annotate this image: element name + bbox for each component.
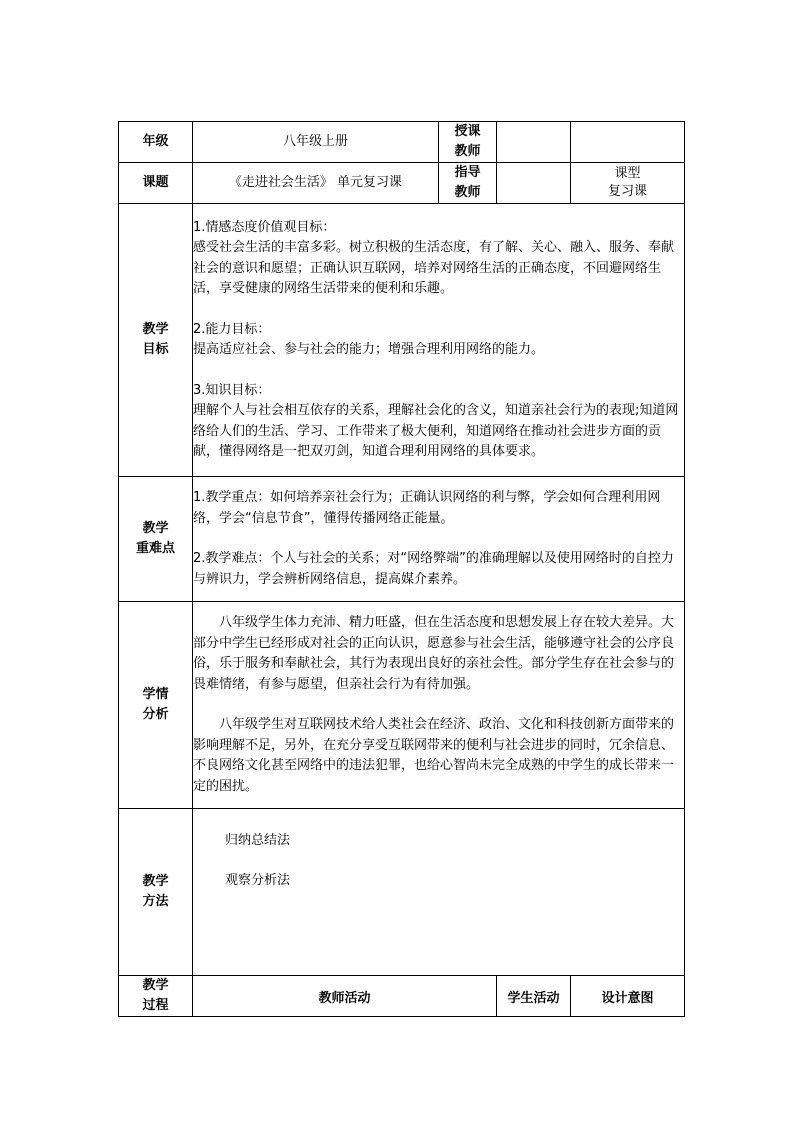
teacher-activity-header: 教师活动 bbox=[193, 976, 497, 1017]
goals-content bbox=[193, 204, 685, 477]
topic-row bbox=[119, 163, 685, 204]
keypoints-row bbox=[119, 477, 685, 602]
teaching-focus: 1.教学重点：如何培养亲社会行为；正确认识网络的利与弊，学会如何合理利用网络，学会“信息节食”，懂得传播网络正能量。 bbox=[193, 490, 661, 526]
analysis-label bbox=[119, 602, 193, 809]
topic-value: 《走进社会生活》 单元复习课 bbox=[193, 163, 439, 204]
grade-label: 年级 bbox=[119, 122, 193, 163]
grade-row-blank-cell bbox=[571, 122, 685, 163]
analysis-row bbox=[119, 602, 685, 809]
teacher-label-line-2: 教师 bbox=[454, 144, 481, 159]
knowledge-goal-title: 3.知识目标： bbox=[193, 382, 271, 398]
keypoints-content bbox=[193, 477, 685, 602]
analysis-label-line-2: 分析 bbox=[142, 707, 169, 722]
keypoints-label-line-2: 重难点 bbox=[135, 541, 175, 556]
analysis-content bbox=[193, 602, 685, 809]
method-2: 观察分析法 bbox=[225, 873, 291, 888]
guide-teacher-label bbox=[439, 163, 497, 204]
methods-label-line-2: 方法 bbox=[142, 894, 169, 909]
process-row bbox=[119, 976, 685, 1017]
method-1: 归纳总结法 bbox=[225, 833, 291, 848]
teacher-label-line-1: 授课 bbox=[454, 124, 481, 139]
analysis-label-line-1: 学情 bbox=[142, 687, 169, 702]
keypoints-label bbox=[119, 477, 193, 602]
methods-content bbox=[193, 809, 685, 976]
teacher-value bbox=[497, 122, 571, 163]
lesson-type-cell bbox=[571, 163, 685, 204]
guide-teacher-value bbox=[497, 163, 571, 204]
process-label bbox=[119, 976, 193, 1017]
goals-label bbox=[119, 204, 193, 477]
keypoints-label-line-1: 教学 bbox=[142, 521, 169, 536]
teacher-label bbox=[439, 122, 497, 163]
teaching-difficulty: 2.教学难点：个人与社会的关系；对“网络弊端”的准确理解以及使用网络时的自控力与辨识力，学会辨析网络信息，提高媒介素养。 bbox=[193, 551, 674, 587]
analysis-paragraph-2: 八年级学生对互联网技术给人类社会在经济、政治、文化和科技创新方面带来的影响理解不足，另外，在充分享受互联网带来的便利与社会进步的同时，冗余信息、不良网络文化甚至网络中的违法犯罪，也给心智尚未完全成熟的中学生的成长带来一定的困扰。 bbox=[193, 717, 675, 794]
goals-row bbox=[119, 204, 685, 477]
grade-value: 八年级上册 bbox=[193, 122, 439, 163]
process-label-line-1: 教学 bbox=[142, 978, 169, 993]
grade-row bbox=[119, 122, 685, 163]
ability-goal-title: 2.能力目标： bbox=[193, 321, 271, 337]
process-label-line-2: 过程 bbox=[142, 998, 169, 1013]
guide-label-line-2: 教师 bbox=[454, 185, 481, 200]
goals-label-line-1: 教学 bbox=[142, 322, 169, 337]
goals-label-line-2: 目标 bbox=[142, 342, 169, 357]
methods-label-line-1: 教学 bbox=[142, 874, 169, 889]
lesson-plan-table bbox=[118, 121, 685, 1017]
topic-label: 课题 bbox=[119, 163, 193, 204]
student-activity-header: 学生活动 bbox=[497, 976, 571, 1017]
ability-goal-text: 提高适应社会、参与社会的能力；增强合理利用网络的能力。 bbox=[193, 342, 545, 357]
knowledge-goal-text: 理解个人与社会相互依存的关系，理解社会化的含义，知道亲社会行为的表现;知道网络给人们的生活、学习、工作带来了极大便利，知道网络在推动社会进步方面的贡献，懂得网络是一把双刃剑，知道合理利用网络的具体要求。 bbox=[193, 403, 679, 459]
analysis-paragraph-1: 八年级学生体力充沛、精力旺盛，但在生活态度和思想发展上存在较大差异。大部分中学生已经形成对社会的正向认识，愿意参与社会生活，能够遵守社会的公序良俗，乐于服务和奉献社会，其行为表现出良好的亲社会性。部分学生存在社会参与的畏难情绪，有参与愿望，但亲社会行为有待加强。 bbox=[193, 615, 675, 692]
methods-label bbox=[119, 809, 193, 976]
methods-row bbox=[119, 809, 685, 976]
guide-label-line-1: 指导 bbox=[454, 165, 481, 180]
lesson-type-label: 课型 bbox=[614, 166, 641, 181]
design-intent-header: 设计意图 bbox=[571, 976, 685, 1017]
lesson-type-value: 复习课 bbox=[607, 184, 647, 199]
emotion-goal-title: 1.情感态度价值观目标： bbox=[193, 219, 336, 235]
emotion-goal-text: 感受社会生活的丰富多彩。树立积极的生活态度，有了解、关心、融入、服务、奉献社会的意识和愿望；正确认识互联网，培养对网络生活的正确态度，不回避网络生活，享受健康的网络生活带来的便利和乐趣。 bbox=[193, 240, 675, 296]
